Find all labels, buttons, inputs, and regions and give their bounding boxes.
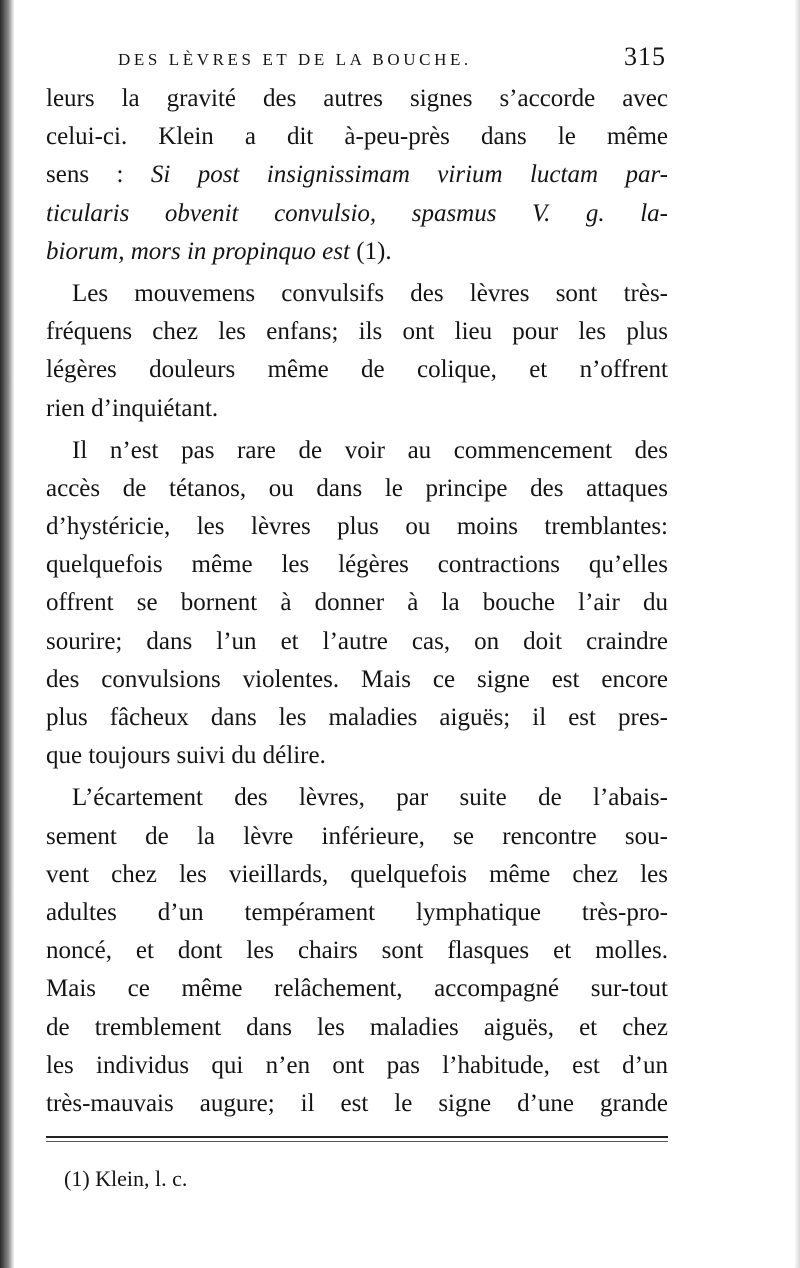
text-line: d’hystéricie, les lèvres plus ou moins tremblantes: <box>46 513 668 541</box>
text-line: quelquefois même les légères contractions qu’elles <box>46 551 668 579</box>
text-line: très-mauvais augure; il est le signe d’une grande <box>46 1089 668 1117</box>
text-line: leurs la gravité des autres signes s’accorde avec <box>46 85 668 112</box>
text-line: fréquens chez les enfans; ils ont lieu pour les plus <box>46 318 668 346</box>
footnote-reference: (1). <box>349 237 392 265</box>
text-line: rien d’inquiétant. <box>46 394 219 422</box>
text-line: les individus qui n’en ont pas l’habitude, est d’un <box>46 1051 668 1079</box>
footnote-rule-thin <box>46 1141 668 1142</box>
text-line <box>46 156 668 194</box>
page-number: 315 <box>624 42 666 71</box>
paragraph-start-line: Les mouvemens convulsifs des lèvres sont très- <box>72 279 668 307</box>
text-line: noncé, et dont les chairs sont flasques et molles. <box>46 937 668 965</box>
page-gutter-shadow <box>0 0 14 1268</box>
paragraph-start-line: Il n’est pas rare de voir au commencement des <box>72 436 668 464</box>
text-line: offrent se bornent à donner à la bouche l’air du <box>46 589 668 617</box>
text-line: Mais ce même relâchement, accompagné sur-tout <box>46 975 668 1003</box>
text-line: sement de la lèvre inférieure, se rencontre sou- <box>46 822 668 850</box>
text-line <box>46 233 668 271</box>
footnote-rule <box>46 1136 668 1138</box>
text-line: celui-ci. Klein a dit à-peu-près dans le même <box>46 123 668 151</box>
body-text <box>46 80 668 1123</box>
latin-quote-end: biorum, mors in propinquo est <box>46 237 350 265</box>
text-line: accès de tétanos, ou dans le principe des attaques <box>46 474 668 502</box>
text-line: de tremblement dans les maladies aiguës, et chez <box>46 1013 668 1041</box>
running-title: DES LÈVRES ET DE LA BOUCHE. <box>118 50 472 69</box>
text-line: des convulsions violentes. Mais ce signe est encore <box>46 665 668 693</box>
text-line: plus fâcheux dans les maladies aiguës; il est pres- <box>46 704 668 731</box>
paragraph-start-line: L’écartement des lèvres, par suite de l’abais- <box>72 784 668 812</box>
text-line: sourire; dans l’un et l’autre cas, on doit craindre <box>46 627 668 655</box>
latin-quote-line: ticularis obvenit convulsio, spasmus V. g. la- <box>46 199 668 227</box>
text-line-roman: sens : <box>46 161 151 189</box>
latin-quote: Si post insignissimam virium luctam par- <box>150 161 668 189</box>
text-line: légères douleurs même de colique, et n’offrent <box>46 356 668 384</box>
footnote: (1) Klein, l. c. <box>64 1166 188 1191</box>
page-edge <box>794 0 800 1268</box>
text-line: adultes d’un tempérament lymphatique très-pro- <box>46 898 668 926</box>
book-page <box>46 40 668 1123</box>
text-line: que toujours suivi du délire. <box>46 742 326 770</box>
text-line: vent chez les vieillards, quelquefois même chez les <box>46 860 668 888</box>
running-head <box>46 40 668 80</box>
